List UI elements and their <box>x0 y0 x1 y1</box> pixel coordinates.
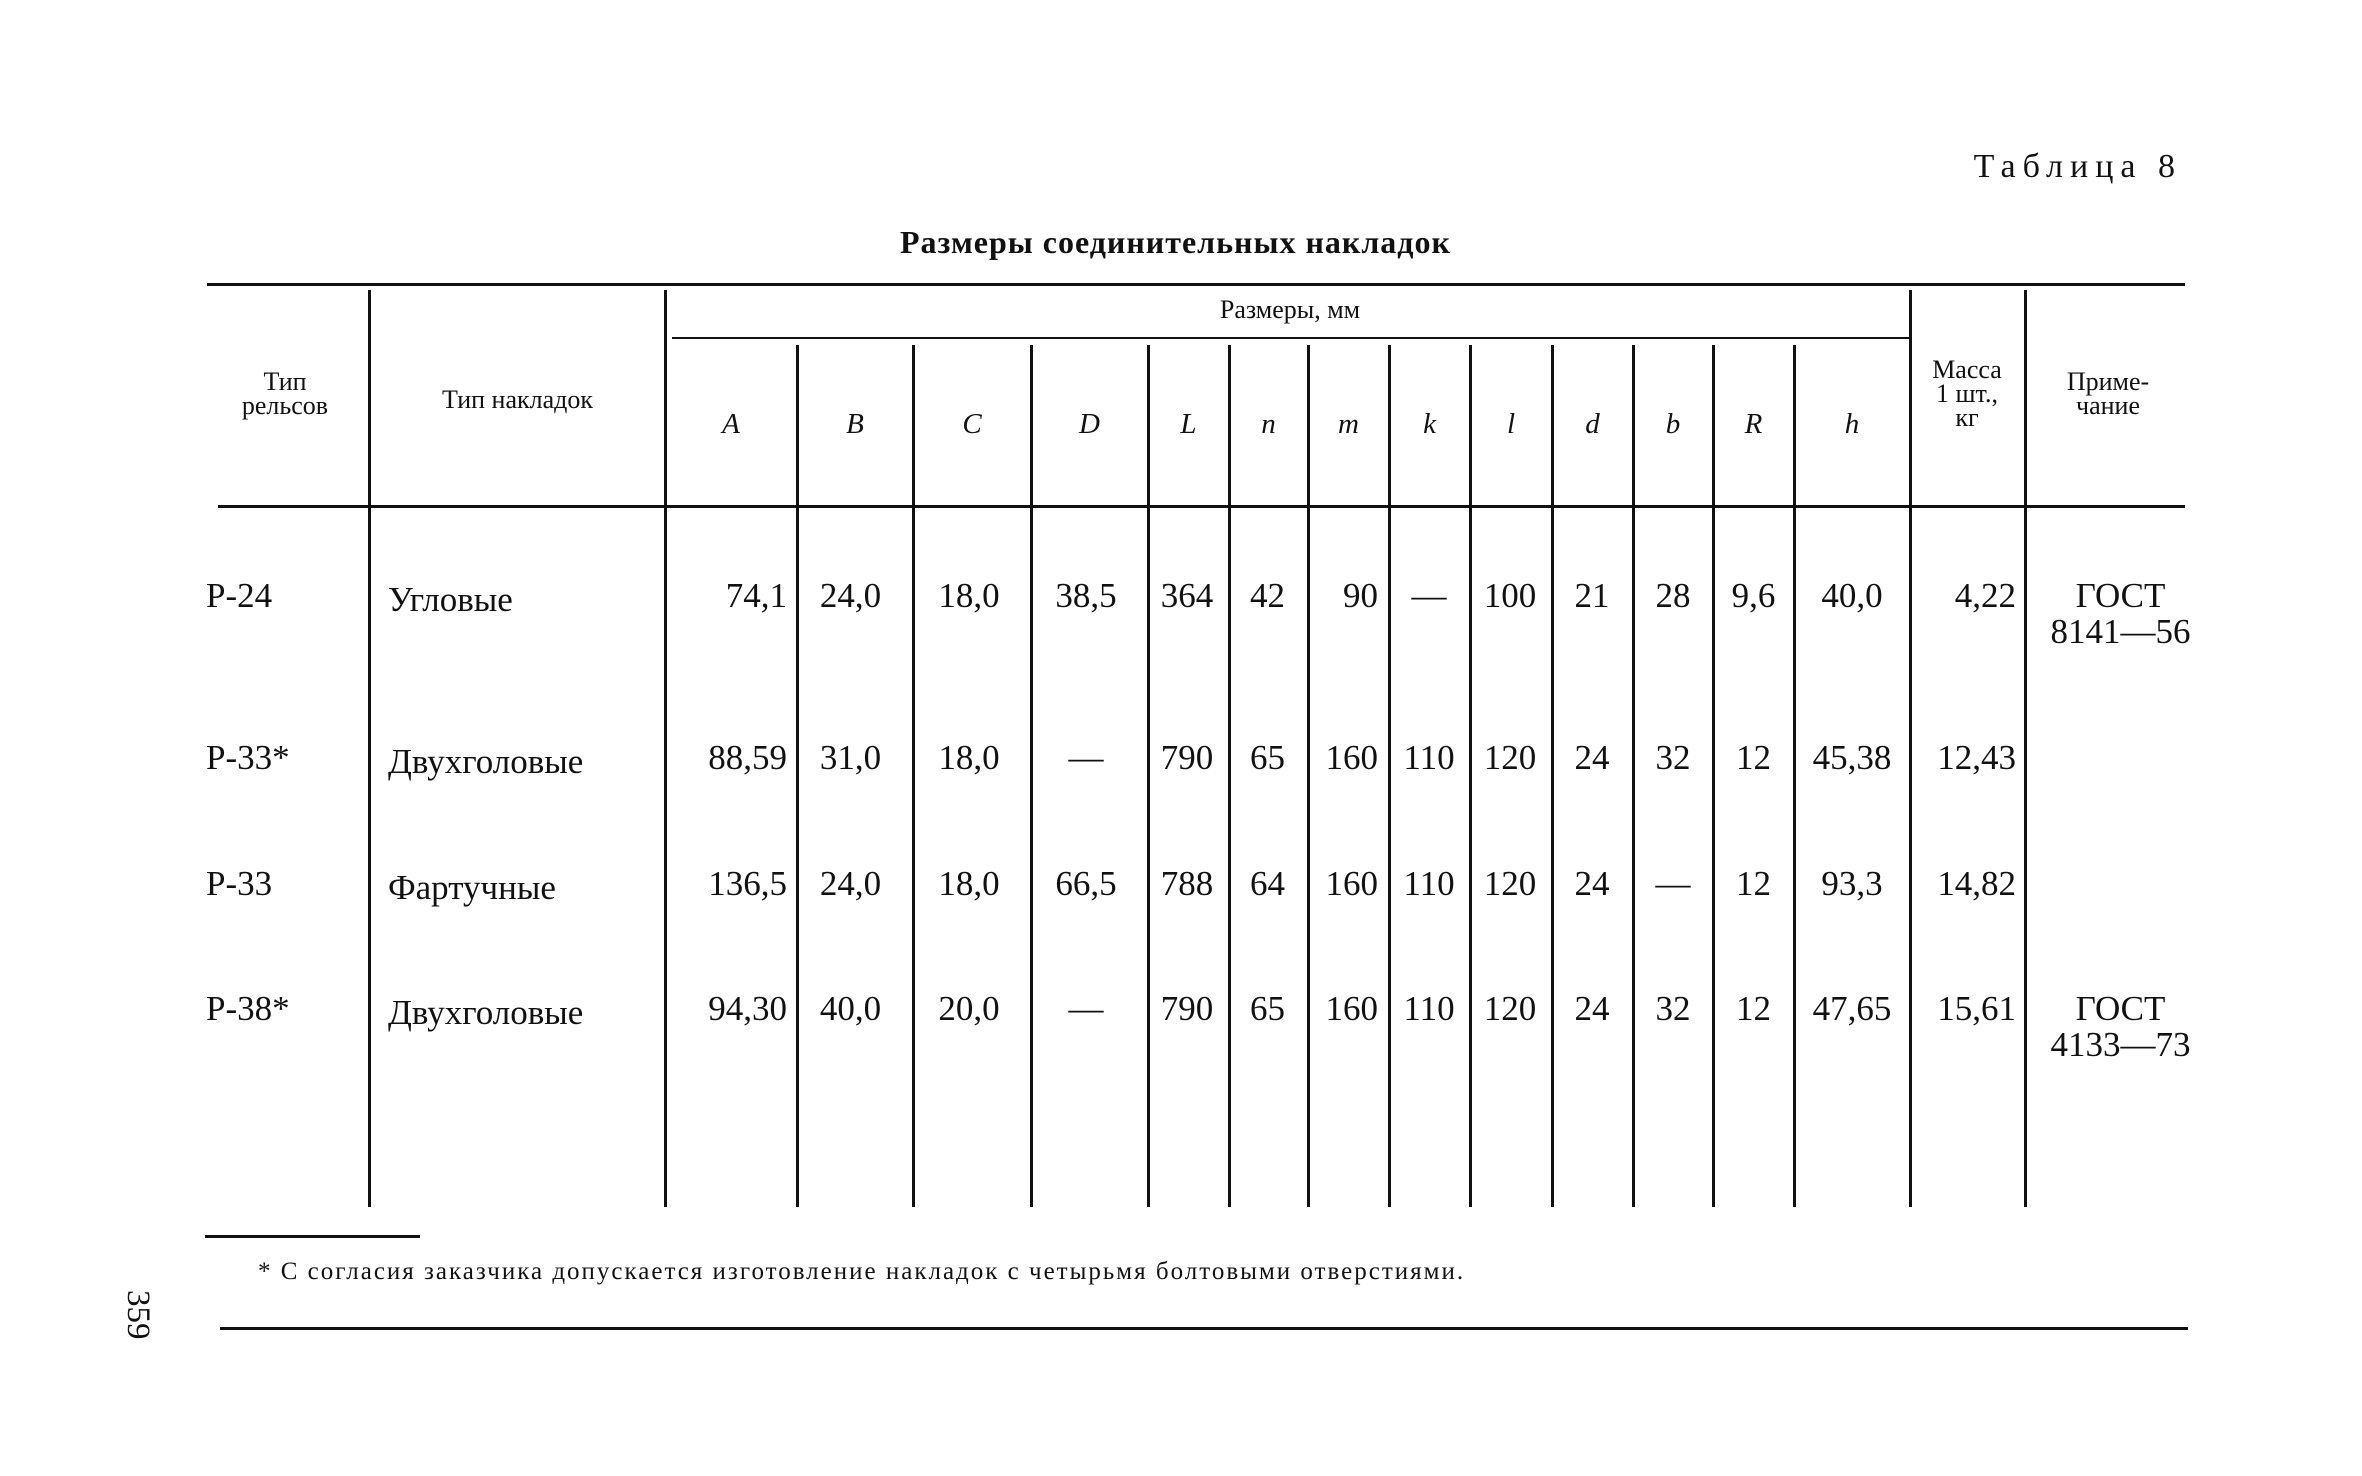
mass-cell: 15,61 <box>1937 989 2016 1028</box>
rail-type-cell: Р-38* <box>206 989 290 1028</box>
value-cell-n: 42 <box>1250 576 1285 615</box>
header-dimensions-group: Размеры, мм <box>1219 295 1361 324</box>
value-cell-n: 64 <box>1250 864 1285 903</box>
value-cell-c: 20,0 <box>938 989 1000 1028</box>
divider-r <box>1793 345 1796 1207</box>
value-cell-d-lower: 24 <box>1574 989 1610 1028</box>
divider-d <box>1147 345 1150 1207</box>
header-symbol-m: m <box>1338 408 1359 440</box>
value-cell-n: 65 <box>1250 738 1285 777</box>
value-cell-b: 24,0 <box>819 576 882 615</box>
value-cell-a: 94,30 <box>708 989 787 1028</box>
table-top-rule <box>207 283 2185 286</box>
divider-mass <box>2024 290 2027 1207</box>
header-symbol-d: D <box>1079 408 1100 440</box>
value-cell-b-lower: 32 <box>1655 738 1691 777</box>
value-cell-l: 100 <box>1483 576 1537 615</box>
value-cell-b: 31,0 <box>819 738 882 777</box>
value-cell-c: 18,0 <box>938 576 1000 615</box>
divider-b-lower <box>1712 345 1715 1207</box>
value-cell-d-lower: 21 <box>1574 576 1610 615</box>
value-cell-m: 90 <box>1343 576 1378 615</box>
value-cell-a: 74,1 <box>725 576 787 615</box>
value-cell-r: 12 <box>1736 864 1771 903</box>
footnote: * С согласия заказчика допускается изготовление накладок с четырьмя болтовыми отверстиями. <box>258 1258 1466 1285</box>
value-cell-k: — <box>1411 576 1447 615</box>
value-cell-h: 40,0 <box>1821 576 1883 615</box>
header-symbol-h: h <box>1844 408 1860 440</box>
value-cell-d: — <box>1068 989 1104 1028</box>
header-symbol-a: A <box>722 408 740 440</box>
table-title: Размеры соединительных накладок <box>900 224 1451 260</box>
page-bottom-rule <box>220 1327 2188 1330</box>
note-cell-line1: ГОСТ <box>2075 576 2166 615</box>
divider-n <box>1307 345 1310 1207</box>
value-cell-l-upper: 790 <box>1160 738 1214 777</box>
divider-rail <box>368 290 371 1207</box>
value-cell-m: 160 <box>1325 864 1378 903</box>
value-cell-d: 66,5 <box>1055 864 1117 903</box>
divider-a <box>796 345 799 1207</box>
header-symbol-l: l <box>1506 408 1516 440</box>
value-cell-l: 120 <box>1483 989 1537 1028</box>
divider-d-lower <box>1632 345 1635 1207</box>
value-cell-a: 136,5 <box>708 864 787 903</box>
rail-type-cell: Р-24 <box>206 576 273 615</box>
header-mass-line2: 1 шт., <box>1936 379 1998 408</box>
value-cell-k: 110 <box>1403 864 1455 903</box>
divider-l-upper <box>1228 345 1231 1207</box>
header-symbol-d-lower: d <box>1585 408 1600 440</box>
value-cell-h: 45,38 <box>1812 738 1892 777</box>
header-rail-type-line1: Тип <box>263 367 307 396</box>
value-cell-b: 24,0 <box>819 864 882 903</box>
header-symbol-b: B <box>846 408 864 440</box>
mass-cell: 12,43 <box>1937 738 2016 777</box>
value-cell-d: 38,5 <box>1055 576 1117 615</box>
value-cell-r: 12 <box>1736 738 1771 777</box>
header-rail-type-line2: рельсов <box>241 391 329 420</box>
header-symbol-c: C <box>962 408 982 440</box>
divider-b <box>912 345 915 1207</box>
header-symbol-r: R <box>1744 408 1763 440</box>
value-cell-b-lower: 32 <box>1655 989 1691 1028</box>
note-cell-line2: 8141—56 <box>2050 612 2191 651</box>
rail-type-cell: Р-33* <box>206 738 290 777</box>
value-cell-l-upper: 788 <box>1160 864 1214 903</box>
rail-type-cell: Р-33 <box>206 864 273 903</box>
mass-cell: 14,82 <box>1937 864 2016 903</box>
header-plate-type: Тип накладок <box>441 385 594 414</box>
value-cell-l-upper: 364 <box>1160 576 1214 615</box>
value-cell-m: 160 <box>1325 989 1378 1028</box>
header-note-line2: чание <box>2076 391 2140 420</box>
divider-c <box>1030 345 1033 1207</box>
header-symbol-b-lower: b <box>1665 408 1681 440</box>
plate-type-cell: Двухголовые <box>388 742 584 781</box>
header-rail-type <box>215 367 355 420</box>
value-cell-b: 40,0 <box>819 989 882 1028</box>
plate-type-cell: Угловые <box>388 580 513 619</box>
footnote-short-rule <box>205 1235 420 1238</box>
value-cell-d: — <box>1068 738 1104 777</box>
value-cell-d-lower: 24 <box>1574 738 1610 777</box>
plate-type-cell: Двухголовые <box>388 993 584 1032</box>
value-cell-l: 120 <box>1483 738 1537 777</box>
header-mass-line3: кг <box>1955 403 1979 432</box>
page-number: 359 <box>120 1290 156 1340</box>
header-note-line1: Приме- <box>2066 367 2150 396</box>
value-cell-l: 120 <box>1483 864 1537 903</box>
value-cell-b-lower: — <box>1655 864 1691 903</box>
header-symbol-n: n <box>1261 408 1276 440</box>
mass-cell: 4,22 <box>1954 576 2016 615</box>
value-cell-k: 110 <box>1403 989 1455 1028</box>
value-cell-c: 18,0 <box>938 864 1000 903</box>
header-mass-line1: Масса <box>1932 355 2002 384</box>
value-cell-d-lower: 24 <box>1574 864 1610 903</box>
header-symbol-l-upper: L <box>1180 408 1197 440</box>
header-note <box>2028 367 2188 420</box>
header-mass <box>1912 355 2022 432</box>
value-cell-n: 65 <box>1250 989 1285 1028</box>
dimensions-group-rule <box>672 337 1910 339</box>
value-cell-b-lower: 28 <box>1655 576 1691 615</box>
value-cell-r: 9,6 <box>1731 576 1776 615</box>
value-cell-c: 18,0 <box>938 738 1000 777</box>
value-cell-m: 160 <box>1325 738 1378 777</box>
value-cell-h: 93,3 <box>1821 864 1883 903</box>
value-cell-a: 88,59 <box>708 738 787 777</box>
table-label: Таблица 8 <box>1973 148 2182 185</box>
value-cell-r: 12 <box>1736 989 1771 1028</box>
header-bottom-rule <box>218 505 2185 508</box>
value-cell-k: 110 <box>1403 738 1455 777</box>
note-cell-line1: ГОСТ <box>2075 989 2166 1028</box>
value-cell-h: 47,65 <box>1812 989 1892 1028</box>
note-cell-line2: 4133—73 <box>2050 1025 2191 1064</box>
value-cell-l-upper: 790 <box>1160 989 1214 1028</box>
divider-l <box>1551 345 1554 1207</box>
header-symbol-k: k <box>1423 408 1436 440</box>
divider-m <box>1388 345 1391 1207</box>
plate-type-cell: Фартучные <box>388 868 556 907</box>
divider-k <box>1469 345 1472 1207</box>
